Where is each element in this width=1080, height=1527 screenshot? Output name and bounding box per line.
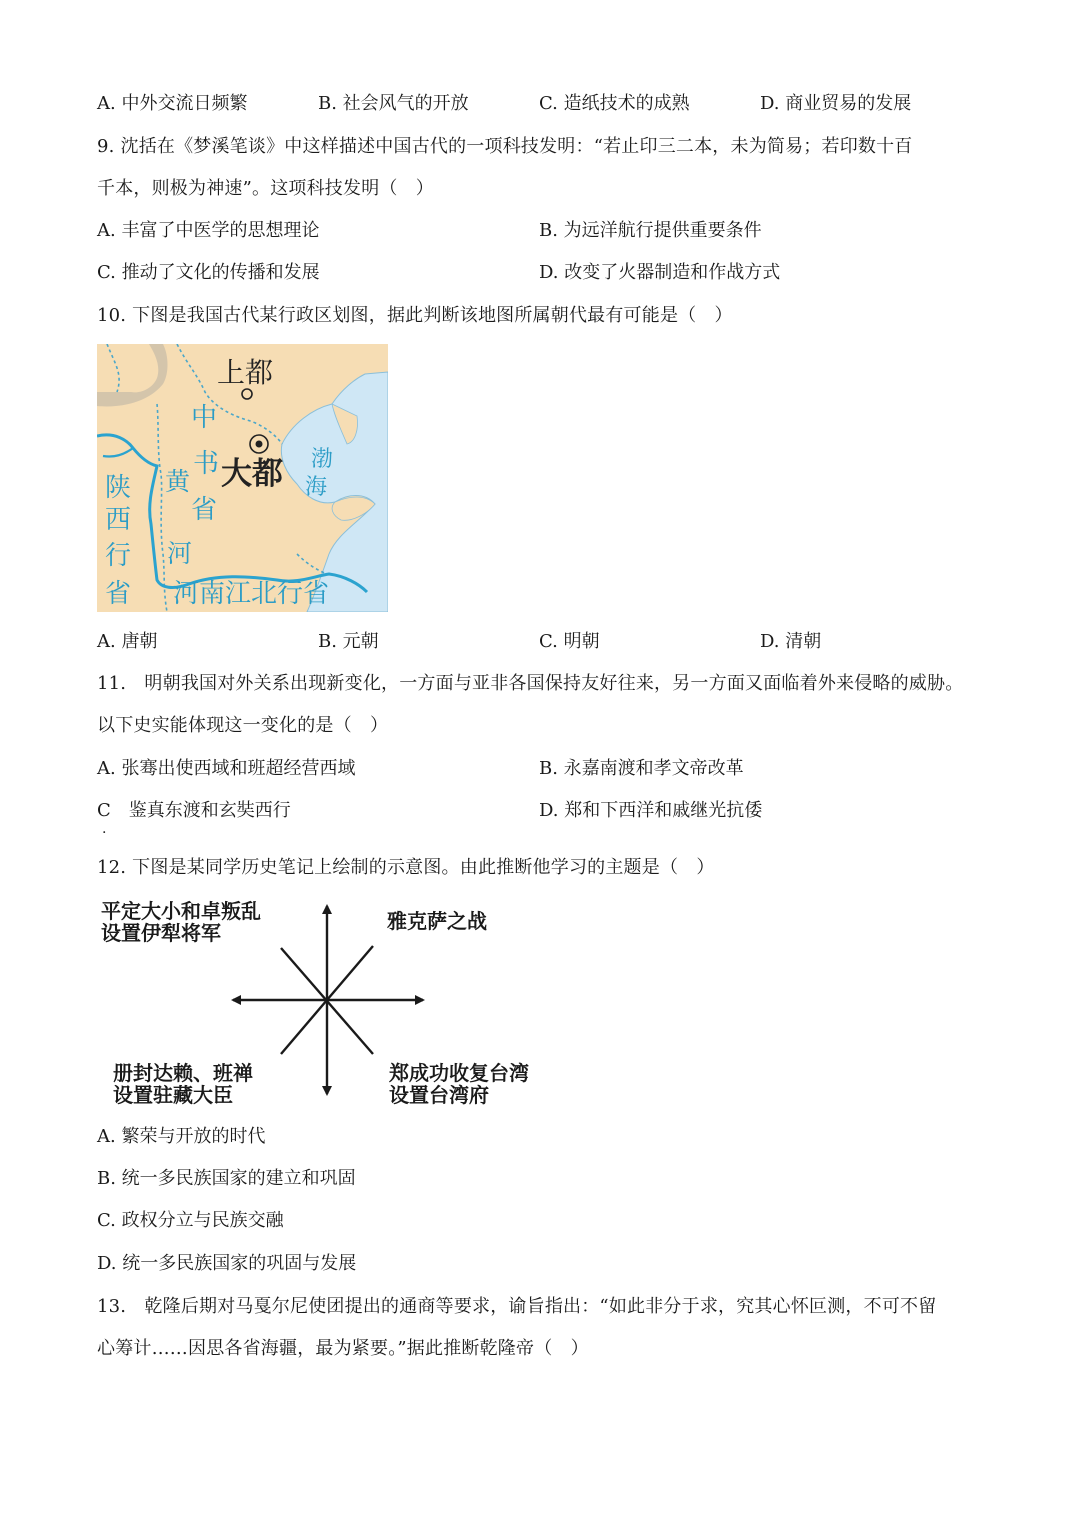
dadu-label: 大都 (221, 456, 283, 492)
q8-option-c[interactable]: C. 造纸技术的成熟 (539, 93, 690, 114)
q11-option-c[interactable]: C 鉴真东渡和玄奘西行 (97, 800, 291, 821)
henan-label: 河南江北行省 (173, 579, 330, 609)
diagram-topleft-line2: 设置伊犁将军 (101, 921, 221, 945)
q11-stem-line2: 以下史实能体现这一变化的是（ ） (97, 715, 389, 736)
diagram-bottomleft-line2: 设置驻藏大臣 (113, 1083, 233, 1107)
q8-option-a[interactable]: A. 中外交流日频繁 (97, 93, 248, 114)
q9-options-row2 (97, 261, 997, 285)
q11-option-d[interactable]: D. 郑和下西洋和戚继光抗倭 (539, 800, 763, 821)
q10-option-b[interactable]: B. 元朝 (318, 631, 379, 652)
q10-stem: 10. 下图是我国古代某行政区划图，据此判断该地图所属朝代最有可能是（ ） (97, 305, 733, 326)
q11-option-a[interactable]: A. 张骞出使西域和班超经营西域 (97, 758, 356, 779)
q11-option-b[interactable]: B. 永嘉南渡和孝文帝改革 (539, 758, 744, 779)
q10-options (97, 630, 997, 654)
qing-unification-diagram (97, 892, 557, 1114)
q10-option-d[interactable]: D. 清朝 (760, 631, 822, 652)
q9-options-row1 (97, 219, 997, 243)
zhongshu-char-1: 中 (191, 403, 218, 433)
dadu-marker-inner (256, 441, 263, 448)
shaanxi-char-4: 省 (105, 579, 132, 609)
q12-option-b[interactable]: B. 统一多民族国家的建立和巩固 (97, 1168, 356, 1189)
shangdu-label: 上都 (217, 356, 274, 389)
huanghe-char-2: 河 (167, 539, 193, 568)
bohai-char-1: 渤 (311, 447, 334, 472)
q9-stem-line1: 9. 沈括在《梦溪笔谈》中这样描述中国古代的一项科技发明：“若止印三二本，未为简易；若印数十百 (97, 136, 913, 157)
q11-options-row2 (97, 799, 997, 823)
diagram-bottomright-line2: 设置台湾府 (389, 1083, 489, 1107)
q8-option-b[interactable]: B. 社会风气的开放 (318, 93, 469, 114)
q11-stem-line1: 11. 明朝我国对外关系出现新变化，一方面与亚非各国保持友好往来，另一方面又面临着外来侵略的威胁。 (97, 673, 964, 694)
q12-option-a[interactable]: A. 繁荣与开放的时代 (97, 1126, 266, 1147)
q12-stem: 12. 下图是某同学历史笔记上绘制的示意图。由此推断他学习的主题是（ ） (97, 857, 715, 878)
q12-option-d[interactable]: D. 统一多民族国家的巩固与发展 (97, 1253, 357, 1274)
yuan-map (97, 344, 388, 612)
diagram-bottomleft-line1: 册封达赖、班禅 (113, 1061, 253, 1085)
q13-stem-line2: 心筹计……因思各省海疆，最为紧要。”据此推断乾隆帝（ ） (97, 1338, 589, 1359)
diagram-topleft-line1: 平定大小和卓叛乱 (101, 899, 261, 923)
q9-option-c[interactable]: C. 推动了文化的传播和发展 (97, 262, 320, 283)
q11-options-row1 (97, 757, 997, 781)
shaanxi-char-2: 西 (105, 505, 132, 535)
q13-stem-line1: 13. 乾隆后期对马戛尔尼使团提出的通商等要求，谕旨指出：“如此非分于求，究其心怀叵测，不可不留 (97, 1296, 937, 1317)
q8-option-d[interactable]: D. 商业贸易的发展 (760, 93, 912, 114)
q8-options (97, 92, 997, 116)
diagram-topright: 雅克萨之战 (387, 909, 487, 933)
diagram-bottomright-line1: 郑成功收复台湾 (389, 1061, 529, 1085)
q9-option-a[interactable]: A. 丰富了中医学的思想理论 (97, 220, 320, 241)
zhongshu-char-2: 书 (193, 449, 220, 479)
q10-option-c[interactable]: C. 明朝 (539, 631, 600, 652)
q9-option-b[interactable]: B. 为远洋航行提供重要条件 (539, 220, 762, 241)
q9-stem-line2: 千本，则极为神速”。这项科技发明（ ） (97, 178, 435, 199)
q10-option-a[interactable]: A. 唐朝 (97, 631, 158, 652)
q9-option-d[interactable]: D. 改变了火器制造和作战方式 (539, 262, 781, 283)
stray-dot: . (102, 821, 107, 837)
shaanxi-char-3: 行 (105, 541, 132, 571)
q12-option-c[interactable]: C. 政权分立与民族交融 (97, 1210, 284, 1231)
huanghe-char-1: 黄 (165, 467, 191, 496)
bohai-char-2: 海 (305, 475, 328, 500)
shaanxi-char-1: 陕 (105, 473, 132, 503)
zhongshu-char-3: 省 (191, 495, 218, 525)
